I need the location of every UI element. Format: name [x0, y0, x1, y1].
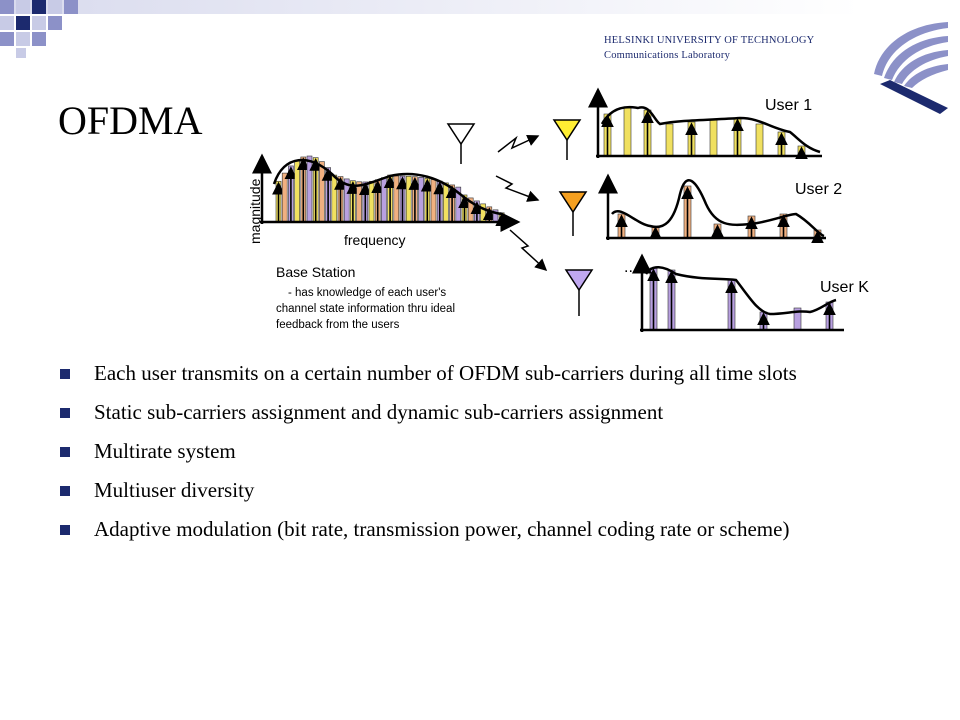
subcarrier-bar — [756, 124, 763, 156]
subcarrier-bar — [406, 176, 411, 222]
square-bullet-icon — [60, 525, 70, 535]
subcarrier-bar — [369, 181, 374, 222]
subcarrier-bar — [394, 176, 399, 222]
subcarrier-bar — [710, 120, 717, 156]
square-bullet-icon — [60, 408, 70, 418]
bullet-item: Adaptive modulation (bit rate, transmission power, channel coding rate or scheme) — [60, 516, 900, 542]
square-bullet-icon — [60, 486, 70, 496]
subcarrier-bar — [295, 160, 300, 222]
subcarrier-bar — [381, 178, 386, 222]
subcarrier-bar — [431, 180, 436, 222]
userk-antenna-icon — [566, 270, 592, 316]
subcarrier-bar — [319, 162, 324, 222]
base-station-desc-2: channel state information thru ideal — [276, 303, 455, 315]
userk-channel-plot — [624, 256, 869, 332]
org-name: HELSINKI UNIVERSITY OF TECHNOLOGY — [604, 35, 815, 46]
bullet-item: Static sub-carriers assignment and dynamic sub-carriers assignment — [60, 399, 900, 425]
lab-name: Communications Laboratory — [604, 50, 731, 61]
user1-antenna-icon — [554, 120, 580, 160]
organization-header — [604, 33, 814, 63]
subcarrier-bar — [357, 182, 362, 222]
bullet-list — [60, 360, 900, 555]
subcarrier-bar — [419, 177, 424, 222]
wireless-link-icons — [496, 136, 546, 270]
bullet-item: Each user transmits on a certain number of OFDM sub-carriers during all time slots — [60, 360, 900, 386]
page-title: OFDMA — [58, 98, 203, 143]
user2-antenna-icon — [560, 192, 586, 236]
subcarrier-bar — [282, 173, 287, 222]
magnitude-label: magnitude — [247, 178, 263, 244]
bullet-item: Multirate system — [60, 438, 900, 464]
base-station-desc-1: - has knowledge of each user's — [288, 287, 447, 299]
square-bullet-icon — [60, 447, 70, 457]
bullet-item: Multiuser diversity — [60, 477, 900, 503]
base-station-spectrum — [247, 156, 518, 248]
base-station-desc-3: feedback from the users — [276, 319, 400, 331]
subcarrier-bar — [666, 124, 673, 156]
base-station-title: Base Station — [276, 264, 356, 280]
user2-channel-plot — [606, 176, 842, 240]
frequency-label: frequency — [344, 232, 406, 248]
more-users-ellipsis: ... — [624, 259, 638, 276]
user1-label: User 1 — [765, 97, 813, 114]
subcarrier-bar — [332, 175, 337, 222]
subcarrier-bar — [624, 108, 631, 156]
userk-label: User K — [820, 279, 869, 296]
subcarrier-bar — [307, 156, 312, 222]
subcarrier-bar — [443, 183, 448, 222]
ofdma-diagram — [240, 84, 900, 340]
user2-label: User 2 — [795, 181, 843, 198]
square-bullet-icon — [60, 369, 70, 379]
base-station-antenna-icon — [448, 124, 474, 164]
user1-channel-plot — [596, 90, 822, 158]
